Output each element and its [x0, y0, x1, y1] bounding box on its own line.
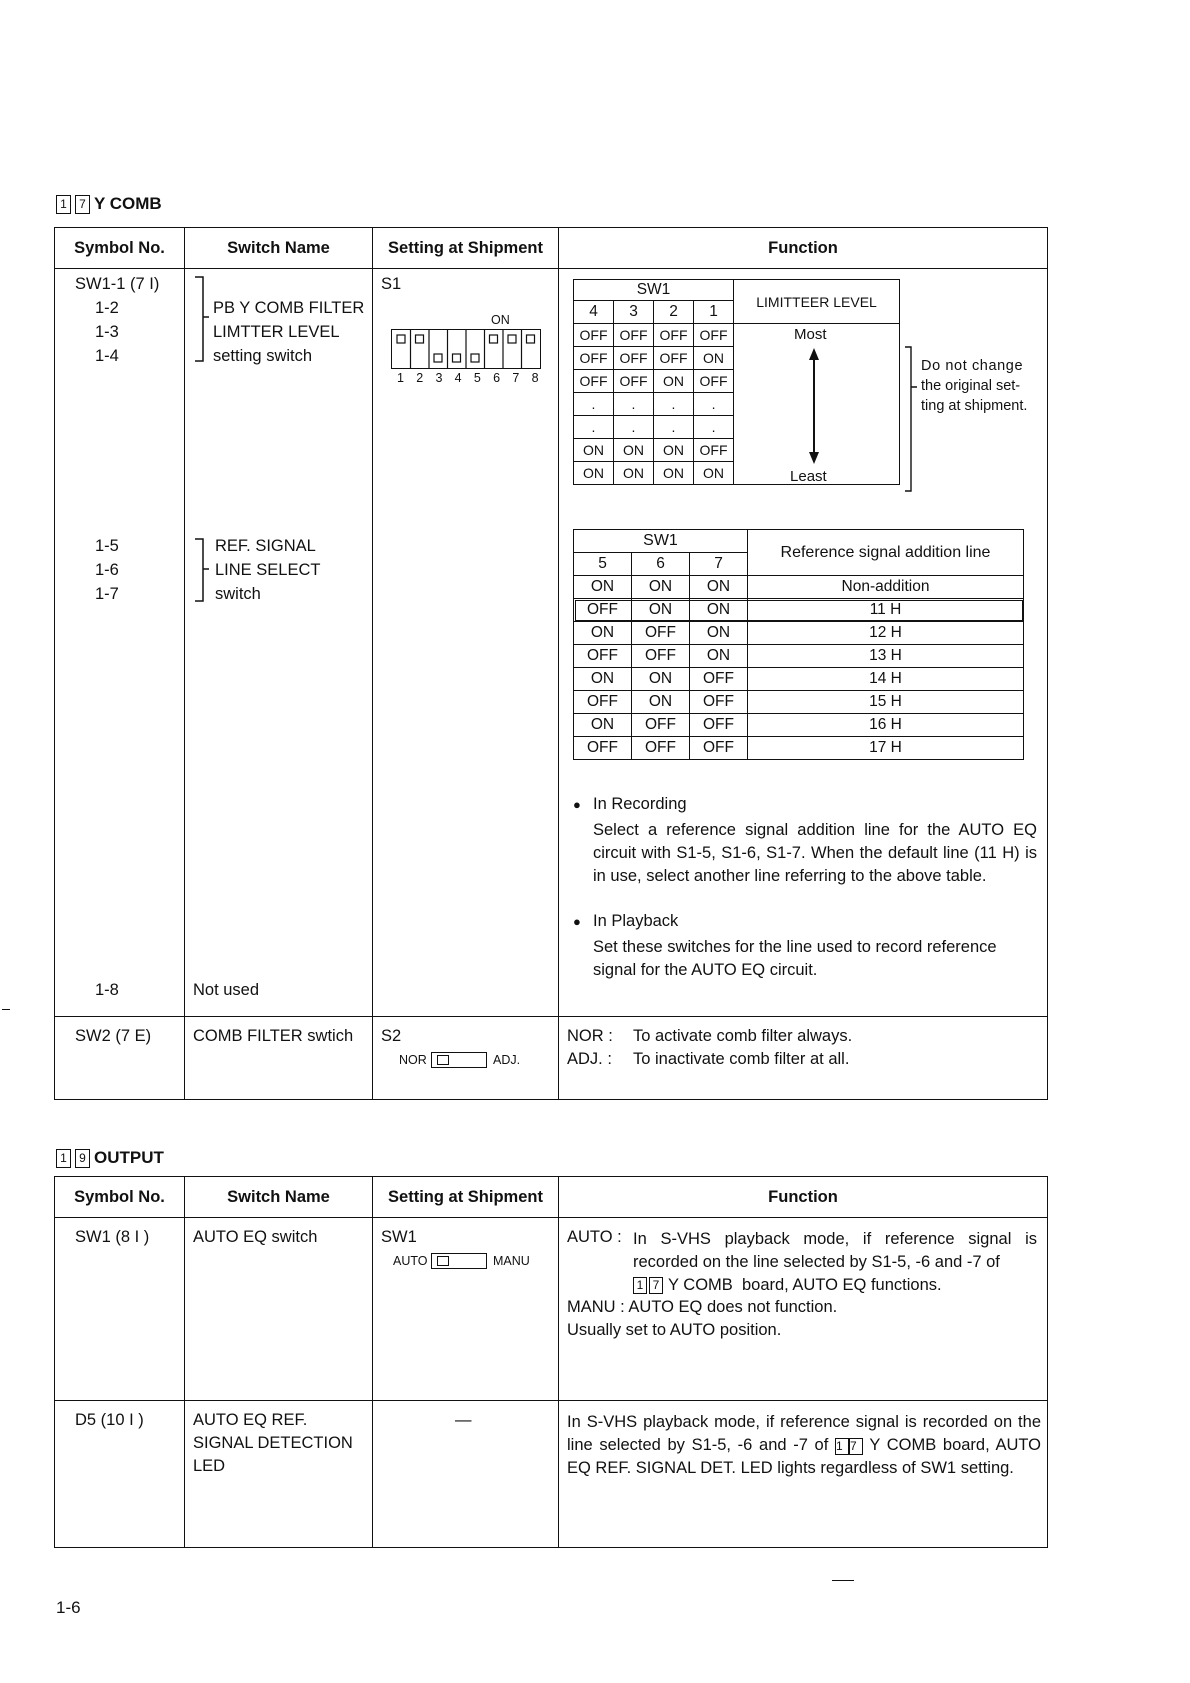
switch-name: LED — [193, 1457, 226, 1475]
cell: ON — [690, 576, 748, 599]
cell: OFF — [614, 370, 654, 393]
least-label: Least — [790, 468, 827, 485]
cell: ON — [654, 462, 694, 485]
switch-name: Not used — [193, 981, 260, 999]
cell: . — [574, 393, 614, 416]
function-cell — [559, 1401, 1047, 1547]
symbol-cell — [55, 1401, 184, 1547]
cell: . — [654, 416, 694, 439]
cell: ON — [694, 347, 734, 370]
symbol: 1-8 — [95, 981, 119, 999]
setting-cell — [373, 269, 558, 1016]
cell: OFF — [574, 370, 614, 393]
comb-filter-slide-switch — [431, 1052, 487, 1068]
note-line: Do not change — [921, 358, 1024, 374]
switch-name: LIMTTER LEVEL — [213, 323, 340, 341]
cell: OFF — [574, 324, 614, 347]
slide-knob — [437, 1055, 449, 1065]
limiter-table — [573, 279, 900, 485]
switch-name: PB Y COMB FILTER — [213, 299, 365, 317]
symbol: 1-6 — [95, 561, 119, 579]
auto-key: AUTO : — [567, 1228, 622, 1246]
dip-switch-graphic — [392, 330, 540, 368]
cell: OFF — [690, 714, 748, 737]
symbol: SW1 (8 I ) — [75, 1228, 150, 1246]
cell: OFF — [690, 691, 748, 714]
function-cell — [559, 1218, 1047, 1400]
cell: ON — [690, 622, 748, 645]
symbol: 1-3 — [95, 323, 119, 341]
cell: 14 H — [748, 668, 1024, 691]
symbol: SW1-1 (7 I) — [75, 275, 160, 293]
led-text — [567, 1411, 1041, 1480]
bullet-icon: ● — [573, 914, 581, 929]
header-switch-name: Switch Name — [185, 1177, 373, 1218]
switch-name: COMB FILTER swtich — [193, 1027, 354, 1045]
default-cell: ON — [690, 599, 748, 622]
switch-name: SIGNAL DETECTION — [193, 1434, 353, 1452]
header-setting: Setting at Shipment — [373, 228, 559, 269]
cell: 13 H — [748, 645, 1024, 668]
slide-right-label: MANU — [493, 1254, 530, 1268]
cell: OFF — [614, 347, 654, 370]
col-header: 5 — [574, 553, 632, 576]
setting-label: S1 — [381, 275, 402, 293]
function-cell — [559, 269, 1047, 1016]
section-title-y-comb — [56, 194, 162, 214]
limiter-sw-label: SW1 — [574, 280, 734, 301]
switch-name: AUTO EQ switch — [193, 1228, 318, 1246]
digit-box: 1 — [56, 1149, 71, 1168]
slide-right-label: ADJ. — [493, 1053, 521, 1067]
switch-name-cell — [185, 1401, 372, 1547]
symbol: D5 (10 I ) — [75, 1411, 144, 1429]
switch-name: LINE SELECT — [215, 561, 321, 579]
cell: . — [654, 393, 694, 416]
cell: OFF — [694, 324, 734, 347]
setting-cell — [373, 1401, 558, 1547]
cell: ON — [614, 439, 654, 462]
header-function: Function — [559, 228, 1048, 269]
recording-title: In Recording — [593, 795, 687, 813]
setting-label: SW1 — [381, 1228, 417, 1246]
symbol-cell — [55, 1218, 184, 1400]
col-header: 6 — [632, 553, 690, 576]
setting-label: S2 — [381, 1027, 402, 1045]
switch-name: setting switch — [213, 347, 313, 365]
led-text-a: In S-VHS playback mode, if reference signal is recorded on the line selected by S1-5, -6 and -7 of — [567, 1413, 1041, 1454]
col-header: 1 — [694, 301, 734, 324]
header-function: Function — [559, 1177, 1048, 1218]
slide-left-label: AUTO — [393, 1254, 428, 1268]
dip-switch — [391, 329, 541, 369]
usually-text: Usually set to AUTO position. — [567, 1321, 782, 1339]
default-cell: 11 H — [748, 599, 1024, 622]
cell: OFF — [632, 714, 690, 737]
col-header: 7 — [690, 553, 748, 576]
cell: OFF — [694, 370, 734, 393]
switch-name: switch — [215, 585, 261, 603]
setting-cell — [373, 1017, 558, 1099]
cell: . — [694, 393, 734, 416]
cell: ON — [632, 691, 690, 714]
cell: 15 H — [748, 691, 1024, 714]
digit-box: 1 — [56, 195, 71, 214]
range-arrow-icon — [804, 346, 824, 466]
cell: ON — [574, 622, 632, 645]
setting-dash: — — [455, 1411, 472, 1429]
slide-knob — [437, 1256, 449, 1266]
auto-text: In S-VHS playback mode, if reference signal is recorded on the line selected by S1-5, -6 and -7 of — [633, 1230, 1037, 1271]
note-line: ting at shipment. — [921, 398, 1028, 414]
cell: . — [614, 416, 654, 439]
cell: OFF — [614, 324, 654, 347]
cell: ON — [574, 668, 632, 691]
col-header: 2 — [654, 301, 694, 324]
setting-cell — [373, 1218, 558, 1400]
switch-name-cell — [185, 1017, 372, 1099]
cell: OFF — [690, 737, 748, 760]
playback-text: Set these switches for the line used to record reference signal for the AUTO EQ circuit. — [593, 938, 997, 979]
cell: ON — [654, 439, 694, 462]
cell: ON — [614, 462, 654, 485]
switch-name-cell — [185, 269, 372, 1016]
default-cell: OFF — [574, 599, 632, 622]
symbol: 1-7 — [95, 585, 119, 603]
adj-text: To inactivate comb filter at all. — [633, 1050, 850, 1068]
cell: ON — [574, 462, 614, 485]
auto-text-tail: Y COMB board, AUTO EQ functions. — [668, 1276, 942, 1294]
auto-eq-slide-switch — [431, 1253, 487, 1269]
cell: ON — [632, 668, 690, 691]
cell: OFF — [574, 737, 632, 760]
limiter-level-header: LIMITTEER LEVEL — [734, 280, 900, 324]
section-title-output — [56, 1148, 164, 1168]
digit-box: 7 — [849, 1438, 863, 1455]
bracket-icon — [189, 535, 209, 615]
bracket-icon — [189, 273, 209, 373]
cell: OFF — [694, 439, 734, 462]
col-header: 4 — [574, 301, 614, 324]
cell: . — [574, 416, 614, 439]
adj-key: ADJ. : — [567, 1050, 612, 1068]
cell: OFF — [654, 324, 694, 347]
dip-on-label: ON — [491, 313, 510, 327]
nor-text: To activate comb filter always. — [633, 1027, 853, 1045]
digit-box: 9 — [75, 1149, 90, 1168]
y-comb-table — [54, 227, 1048, 1100]
cell: 17 H — [748, 737, 1024, 760]
switch-name-cell — [185, 1218, 372, 1400]
cell: OFF — [690, 668, 748, 691]
digit-box: 7 — [649, 1277, 663, 1294]
symbol-cell — [55, 1017, 184, 1099]
manu-text: MANU : AUTO EQ does not function. — [567, 1298, 838, 1316]
digit-box: 1 — [835, 1438, 849, 1455]
symbol: SW2 (7 E) — [75, 1027, 152, 1045]
default-cell: ON — [632, 599, 690, 622]
dip-numbers: 1 2 3 4 5 6 7 8 — [397, 371, 543, 385]
cell: OFF — [632, 737, 690, 760]
col-header: 3 — [614, 301, 654, 324]
symbol: 1-5 — [95, 537, 119, 555]
function-cell — [559, 1017, 1047, 1099]
cell: ON — [574, 576, 632, 599]
ref-line-header: Reference signal addition line — [748, 530, 1024, 576]
level-range-cell — [734, 324, 900, 485]
cell: OFF — [574, 645, 632, 668]
digit-box: 1 — [633, 1277, 647, 1294]
reference-line-table — [573, 529, 1024, 760]
header-setting: Setting at Shipment — [373, 1177, 559, 1218]
cell: ON — [690, 645, 748, 668]
cell: . — [694, 416, 734, 439]
cell: OFF — [574, 691, 632, 714]
led-text-b: Y COMB board, AUTO EQ REF. SIGNAL DET. LED lights regardless of SW1 setting. — [567, 1436, 1041, 1477]
cell: . — [614, 393, 654, 416]
cell: ON — [574, 439, 614, 462]
header-switch-name: Switch Name — [185, 228, 373, 269]
symbol: 1-4 — [95, 347, 119, 365]
section-title-text: OUTPUT — [94, 1148, 164, 1167]
switch-name: AUTO EQ REF. — [193, 1411, 308, 1429]
most-label: Most — [794, 326, 827, 343]
cell: 12 H — [748, 622, 1024, 645]
symbol-cell — [55, 269, 184, 1016]
bullet-icon: ● — [573, 797, 581, 812]
section-title-text: Y COMB — [94, 194, 162, 213]
stray-mark — [832, 1580, 854, 1581]
cell: 16 H — [748, 714, 1024, 737]
header-symbol: Symbol No. — [55, 228, 185, 269]
page-number: 1-6 — [56, 1598, 81, 1617]
playback-title: In Playback — [593, 912, 679, 930]
header-symbol: Symbol No. — [55, 1177, 185, 1218]
digit-box: 7 — [75, 195, 90, 214]
cell: ON — [654, 370, 694, 393]
cell: OFF — [632, 622, 690, 645]
recording-text: Select a reference signal addition line for the AUTO EQ circuit with S1-5, S1-6, S1-7. When the default line (11 H) is in use, select another line referring to the above table. — [593, 821, 1037, 885]
cell: OFF — [574, 347, 614, 370]
stray-mark — [2, 1009, 10, 1010]
auto-text-line3 — [633, 1276, 942, 1295]
cell: OFF — [632, 645, 690, 668]
output-table — [54, 1176, 1048, 1548]
nor-key: NOR : — [567, 1027, 613, 1045]
symbol: 1-2 — [95, 299, 119, 317]
cell: ON — [574, 714, 632, 737]
ref-sw-label: SW1 — [574, 530, 748, 553]
slide-left-label: NOR — [399, 1053, 427, 1067]
cell: ON — [694, 462, 734, 485]
note-line: the original set- — [921, 378, 1021, 394]
cell: ON — [632, 576, 690, 599]
cell: OFF — [654, 347, 694, 370]
switch-name: REF. SIGNAL — [215, 537, 316, 555]
note-bracket-icon — [903, 345, 919, 495]
cell: Non-addition — [748, 576, 1024, 599]
